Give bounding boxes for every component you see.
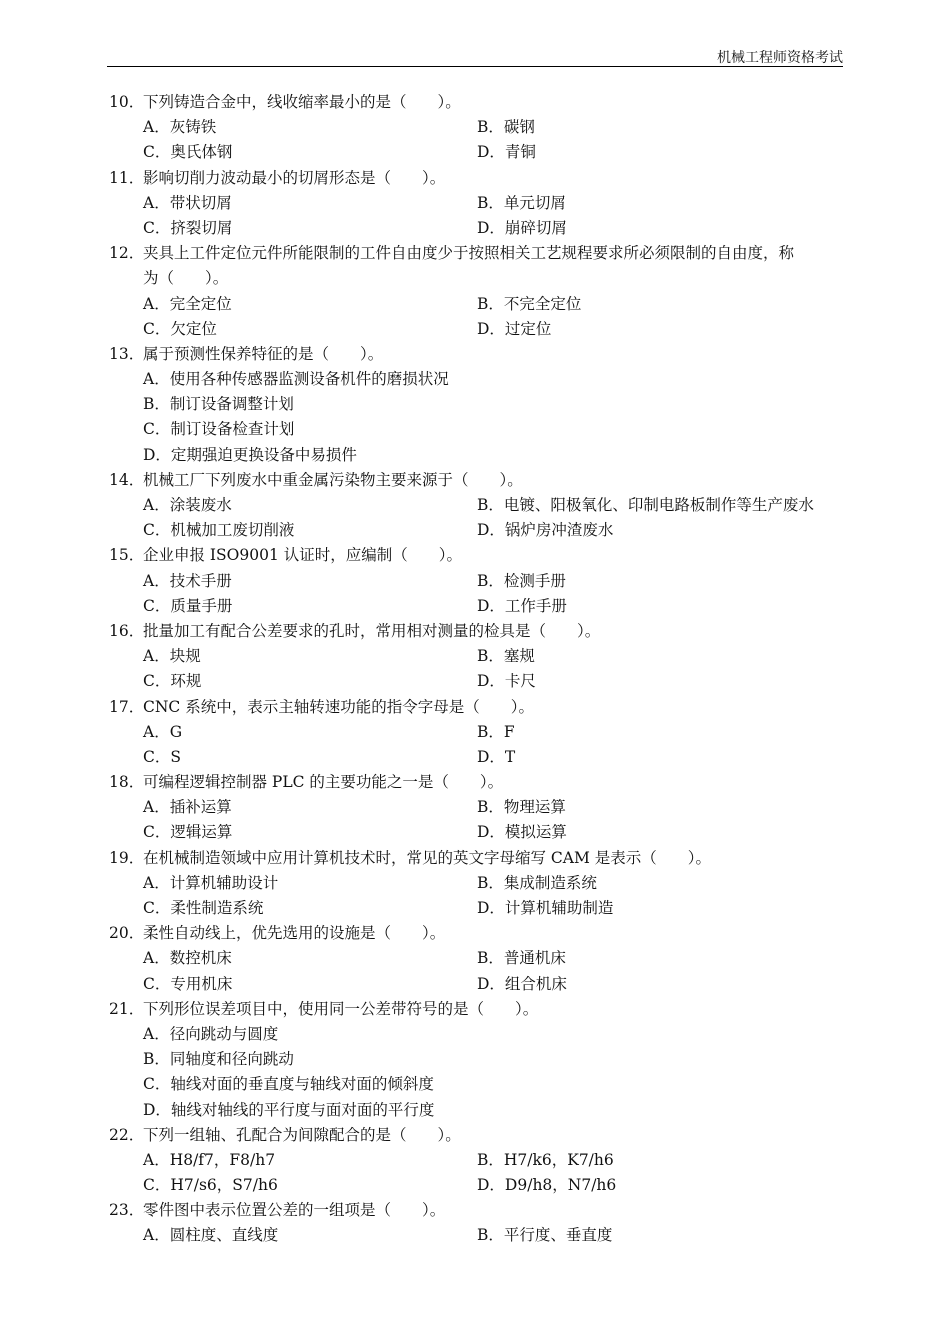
- option-row: [109, 795, 844, 820]
- option-c: C．专用机床: [143, 974, 233, 993]
- option-c: C．欠定位: [143, 319, 217, 338]
- option-a: A．完全定位: [143, 294, 232, 313]
- question-list: [109, 90, 844, 1249]
- option-a: A．块规: [143, 647, 201, 666]
- question-text: 夹具上工件定位元件所能限制的工件自由度少于按照相关工艺规程要求所必须限制的自由度，称: [143, 244, 795, 263]
- question-stem: [109, 342, 844, 367]
- option-b: B．平行度、垂直度: [477, 1226, 613, 1245]
- question-text: 在机械制造领域中应用计算机技术时，常见的英文字母缩写 CAM 是表示（ ）。: [143, 848, 712, 867]
- question-stem: [109, 241, 844, 266]
- option-b: B．普通机床: [477, 949, 566, 968]
- header-title: 机械工程师资格考试: [717, 50, 843, 66]
- question-stem: [109, 166, 844, 191]
- question-stem: [109, 770, 844, 795]
- question-number: 15．: [109, 546, 145, 565]
- option-row: [109, 820, 844, 845]
- option-a: A．数控机床: [143, 949, 232, 968]
- option-row: [109, 871, 844, 896]
- question-number: 21．: [109, 999, 145, 1018]
- option-row: [109, 417, 844, 442]
- option-b: B．检测手册: [477, 571, 566, 590]
- question-number: 13．: [109, 344, 145, 363]
- question-stem: [109, 997, 844, 1022]
- option-row: [109, 745, 844, 770]
- option-row: [109, 216, 844, 241]
- question-number: 11．: [109, 168, 145, 187]
- question-text: CNC 系统中，表示主轴转速功能的指令字母是（ ）。: [143, 697, 534, 716]
- option-c: C．轴线对面的垂直度与轴线对面的倾斜度: [143, 1075, 434, 1094]
- question-text: 零件图中表示位置公差的一组项是（ ）。: [143, 1201, 446, 1220]
- question-number: 23．: [109, 1201, 145, 1220]
- option-a: A．涂装废水: [143, 496, 232, 514]
- header-rule: [107, 66, 843, 67]
- option-d: D．锅炉房冲渣废水: [477, 521, 614, 540]
- option-row: [109, 518, 844, 543]
- question-text: 机械工厂下列废水中重金属污染物主要来源于（ ）。: [143, 470, 523, 489]
- option-row: [109, 115, 844, 140]
- option-d: D．青铜: [477, 143, 536, 162]
- question-text: 下列铸造合金中，线收缩率最小的是（ ）。: [143, 93, 461, 111]
- question-number: 20．: [109, 924, 145, 943]
- option-d: D．计算机辅助制造: [477, 899, 614, 917]
- option-a: A．技术手册: [143, 571, 232, 590]
- option-row: [109, 594, 844, 619]
- question-number: 17．: [109, 697, 145, 716]
- option-c: C．质量手册: [143, 596, 233, 615]
- option-c: C．S: [143, 747, 181, 766]
- option-a: A．H8/f7，F8/h7: [143, 1150, 276, 1169]
- option-d: D．崩碎切屑: [477, 218, 567, 237]
- option-row: [109, 367, 844, 392]
- option-b: B．电镀、阳极氧化、印制电路板制作等生产废水: [477, 496, 814, 514]
- option-row: [109, 392, 844, 417]
- question-number: 16．: [109, 621, 145, 640]
- option-row: [109, 1047, 844, 1072]
- option-b: B．F: [477, 722, 515, 741]
- option-c: C．制订设备检查计划: [143, 420, 295, 439]
- option-row: [109, 1022, 844, 1047]
- question-stem: [109, 543, 844, 568]
- question-text: 企业申报 ISO9001 认证时，应编制（ ）。: [143, 546, 462, 565]
- option-row: [109, 644, 844, 669]
- question-text-continuation: 为（ ）。: [143, 269, 229, 288]
- option-d: D．卡尺: [477, 672, 536, 691]
- question-text: 下列形位误差项目中，使用同一公差带符号的是（ ）。: [143, 999, 539, 1018]
- option-b: B．不完全定位: [477, 294, 582, 313]
- question-stem: [109, 468, 844, 493]
- question-text: 下列一组轴、孔配合为间隙配合的是（ ）。: [143, 1125, 461, 1144]
- option-row: [109, 1072, 844, 1097]
- option-d: D．轴线对轴线的平行度与面对面的平行度: [143, 1100, 435, 1119]
- option-row: [109, 669, 844, 694]
- option-b: B．H7/k6，K7/h6: [477, 1150, 614, 1169]
- option-c: C．逻辑运算: [143, 823, 233, 842]
- option-b: B．制订设备调整计划: [143, 395, 294, 414]
- option-a: A．使用各种传感器监测设备机件的磨损状况: [143, 370, 449, 389]
- option-row: [109, 720, 844, 745]
- option-row: [109, 443, 844, 468]
- option-d: D．T: [477, 747, 516, 766]
- option-d: D．过定位: [477, 319, 552, 338]
- question-stem: [109, 619, 844, 644]
- option-c: C．挤裂切屑: [143, 218, 233, 237]
- question-text: 属于预测性保养特征的是（ ）。: [143, 344, 384, 363]
- option-b: B．集成制造系统: [477, 873, 597, 892]
- option-c: C．机械加工废切削液: [143, 521, 295, 540]
- option-a: A．径向跳动与圆度: [143, 1024, 279, 1043]
- question-text: 影响切削力波动最小的切屑形态是（ ）。: [143, 168, 446, 187]
- option-b: B．碳钢: [477, 118, 535, 137]
- question-number: 14．: [109, 470, 145, 489]
- option-b: B．塞规: [477, 647, 535, 666]
- option-row: [109, 1223, 844, 1248]
- option-c: C．奥氏体钢: [143, 143, 233, 162]
- question-stem: [109, 846, 844, 871]
- option-a: A．计算机辅助设计: [143, 873, 279, 892]
- question-number: 10．: [109, 93, 145, 111]
- option-c: C．环规: [143, 672, 202, 691]
- question-number: 18．: [109, 773, 145, 792]
- option-row: [109, 493, 844, 518]
- option-row: [109, 972, 844, 997]
- option-b: B．物理运算: [477, 798, 566, 817]
- option-row: [109, 191, 844, 216]
- question-text: 批量加工有配合公差要求的孔时，常用相对测量的检具是（ ）。: [143, 621, 601, 640]
- option-row: [109, 140, 844, 165]
- option-row: [109, 1173, 844, 1198]
- question-stem: [109, 695, 844, 720]
- option-b: B．同轴度和径向跳动: [143, 1050, 294, 1069]
- question-number: 22．: [109, 1125, 145, 1144]
- option-row: [109, 317, 844, 342]
- option-row: [109, 569, 844, 594]
- question-number: 19．: [109, 848, 145, 867]
- option-a: A．G: [143, 722, 183, 741]
- option-d: D．模拟运算: [477, 823, 567, 842]
- option-c: C．H7/s6，S7/h6: [143, 1176, 278, 1195]
- option-a: A．灰铸铁: [143, 118, 217, 137]
- question-stem: [109, 921, 844, 946]
- option-row: [109, 896, 844, 921]
- option-row: [109, 1148, 844, 1173]
- question-text: 柔性自动线上，优先选用的设施是（ ）。: [143, 924, 446, 943]
- option-row: [109, 946, 844, 971]
- question-stem: [109, 1198, 844, 1223]
- option-row: [109, 1098, 844, 1123]
- option-row: [109, 292, 844, 317]
- option-d: D．定期强迫更换设备中易损件: [143, 445, 357, 464]
- option-c: C．柔性制造系统: [143, 899, 264, 917]
- option-d: D．工作手册: [477, 596, 567, 615]
- question-stem: [109, 90, 844, 115]
- question-stem: [109, 1123, 844, 1148]
- option-a: A．插补运算: [143, 798, 232, 817]
- question-number: 12．: [109, 244, 145, 263]
- question-text: 可编程逻辑控制器 PLC 的主要功能之一是（ ）。: [143, 773, 504, 792]
- option-d: D．D9/h8，N7/h6: [477, 1176, 617, 1195]
- option-d: D．组合机床: [477, 974, 567, 993]
- option-a: A．带状切屑: [143, 193, 232, 212]
- option-a: A．圆柱度、直线度: [143, 1226, 279, 1245]
- option-b: B．单元切屑: [477, 193, 566, 212]
